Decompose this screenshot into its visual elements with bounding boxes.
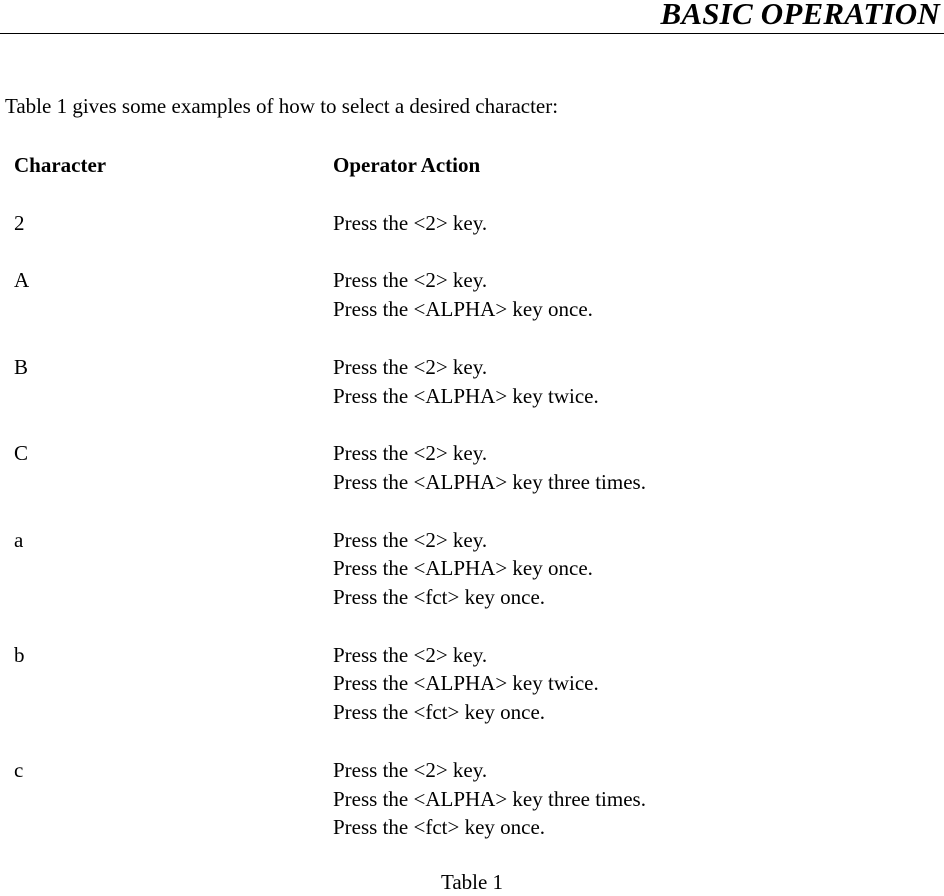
column-header-operator-action: Operator Action <box>333 153 481 177</box>
action-line: Press the <2> key. <box>333 642 488 667</box>
action-line: Press the <ALPHA> key three times. <box>333 786 646 811</box>
section-title: BASIC OPERATION <box>660 0 940 31</box>
action-cell <box>333 526 914 612</box>
action-line: Press the <fct> key once. <box>333 585 546 610</box>
character-cell: B <box>14 354 29 379</box>
action-line: Press the <ALPHA> key once. <box>333 556 593 581</box>
character-cell: c <box>14 757 24 782</box>
action-cell <box>333 353 914 410</box>
header-rule <box>0 33 944 34</box>
character-cell: a <box>14 527 24 552</box>
action-cell <box>333 266 914 323</box>
character-cell: C <box>14 441 29 466</box>
action-line: Press the <fct> key once. <box>333 815 546 840</box>
action-cell <box>333 641 914 727</box>
character-cell: A <box>14 268 30 293</box>
table-row <box>14 641 914 727</box>
character-cell: 2 <box>14 210 25 235</box>
action-line: Press the <ALPHA> key three times. <box>333 469 646 494</box>
table-caption-text: Table 1 <box>440 870 504 894</box>
table-row <box>14 439 914 496</box>
intro-paragraph: Table 1 gives some examples of how to select a desired character: <box>5 94 559 118</box>
action-line: Press the <2> key. <box>333 527 488 552</box>
action-line: Press the <ALPHA> key once. <box>333 297 593 322</box>
action-cell <box>333 756 914 842</box>
action-cell <box>333 209 914 238</box>
action-cell <box>333 439 914 496</box>
character-cell: b <box>14 642 25 667</box>
action-line: Press the <2> key. <box>333 268 488 293</box>
action-line: Press the <ALPHA> key twice. <box>333 383 599 408</box>
column-header-character: Character <box>14 153 107 177</box>
action-line: Press the <2> key. <box>333 757 488 782</box>
table-header-row <box>14 151 914 180</box>
table-row <box>14 209 914 238</box>
action-line: Press the <2> key. <box>333 441 488 466</box>
table-row <box>14 756 914 842</box>
action-line: Press the <ALPHA> key twice. <box>333 671 599 696</box>
table-row <box>14 266 914 323</box>
action-line: Press the <2> key. <box>333 210 488 235</box>
character-selection-table <box>14 151 914 871</box>
action-line: Press the <2> key. <box>333 354 488 379</box>
action-line: Press the <fct> key once. <box>333 700 546 725</box>
table-row <box>14 526 914 612</box>
table-row <box>14 353 914 410</box>
table-caption <box>0 868 944 896</box>
